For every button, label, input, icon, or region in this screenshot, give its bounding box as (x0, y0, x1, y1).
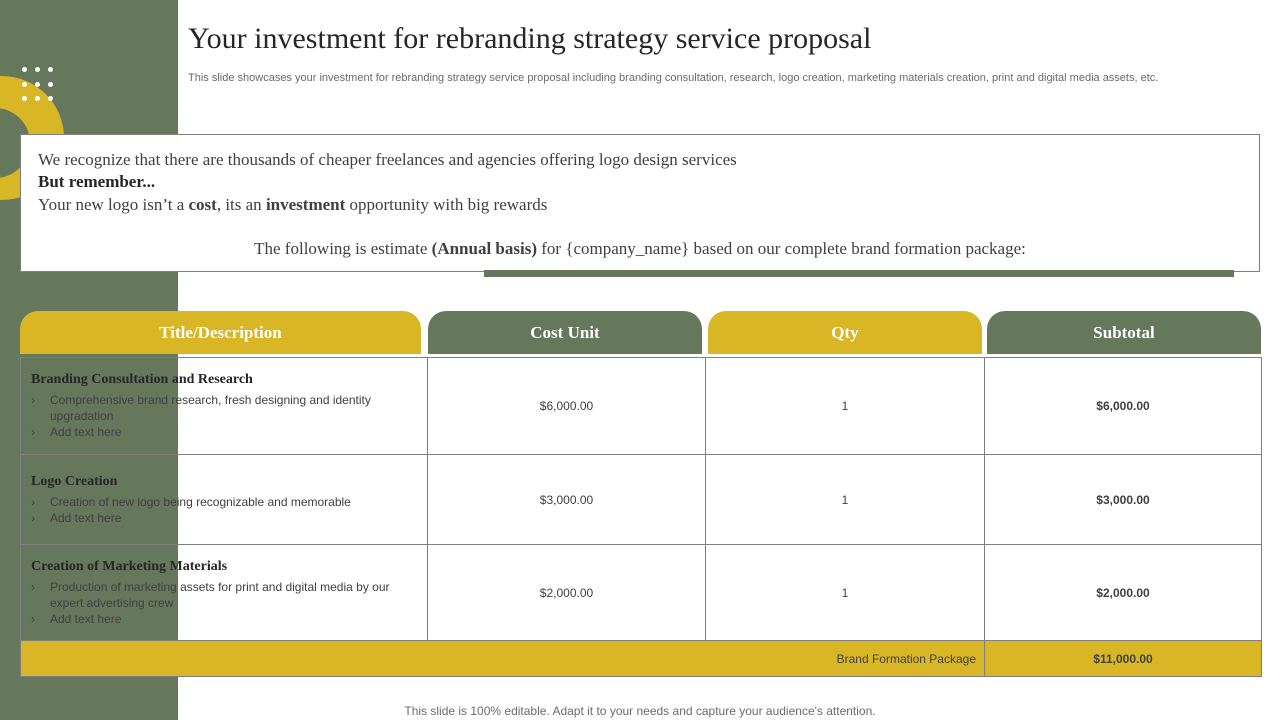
header-qty: Qty (708, 311, 982, 354)
accent-bar (484, 270, 1234, 277)
row-title: Logo Creation (31, 473, 118, 489)
total-row (21, 641, 1262, 677)
investment-emphasis: investment (265, 195, 346, 214)
header-title-description: Title/Description (20, 311, 421, 354)
intro-line-3: Your new logo isn’t a cost, its an investment opportunity with big rewards (38, 195, 548, 214)
row-qty: 1 (706, 358, 985, 455)
row-description (21, 545, 428, 641)
intro-line-1: We recognize that there are thousands of cheaper freelances and agencies offering logo design services (38, 150, 737, 169)
row-subtotal: $2,000.00 (985, 545, 1262, 641)
row-cost: $6,000.00 (428, 358, 706, 455)
page-subtitle: This slide showcases your investment for rebranding strategy service proposal including branding consultation, research, logo creation, marketing materials creation, print and digital media assets, etc. (188, 72, 1159, 84)
list-item: › Add text here (31, 510, 417, 526)
row-subtotal: $3,000.00 (985, 455, 1262, 545)
list-item: › Comprehensive brand research, fresh designing and identity upgradation (31, 392, 417, 424)
page-title: Your investment for rebranding strategy service proposal (188, 22, 872, 55)
row-description (21, 358, 428, 455)
table-row (21, 545, 1262, 641)
list-item: › Production of marketing assets for print and digital media by our expert advertising crew (31, 579, 417, 611)
row-title: Branding Consultation and Research (31, 372, 253, 387)
list-item: › Creation of new logo being recognizable and memorable (31, 494, 417, 510)
table-row (21, 358, 1262, 455)
row-cost: $2,000.00 (428, 545, 706, 641)
row-cost: $3,000.00 (428, 455, 706, 545)
total-label: Brand Formation Package (21, 641, 985, 677)
row-title: Creation of Marketing Materials (31, 558, 228, 574)
dot-grid-icon (22, 67, 52, 107)
cost-emphasis: cost (188, 195, 217, 214)
row-qty: 1 (706, 455, 985, 545)
header-cost-unit: Cost Unit (428, 311, 702, 354)
annual-basis-emphasis: (Annual basis) (431, 239, 538, 258)
header-subtotal: Subtotal (987, 311, 1261, 354)
estimate-line: The following is estimate (Annual basis) for {company_name} based on our complete brand formation package: (254, 239, 1026, 258)
intro-line-2: But remember... (38, 172, 156, 191)
intro-box (20, 134, 1260, 272)
table-row (21, 455, 1262, 545)
list-item: › Add text here (31, 611, 417, 627)
list-item: › Add text here (31, 424, 417, 440)
row-description (21, 455, 428, 545)
pricing-table (20, 357, 1262, 677)
total-value: $11,000.00 (985, 641, 1262, 677)
footer-note: This slide is 100% editable. Adapt it to your needs and capture your audience's attention. (404, 704, 876, 718)
row-qty: 1 (706, 545, 985, 641)
row-subtotal: $6,000.00 (985, 358, 1262, 455)
